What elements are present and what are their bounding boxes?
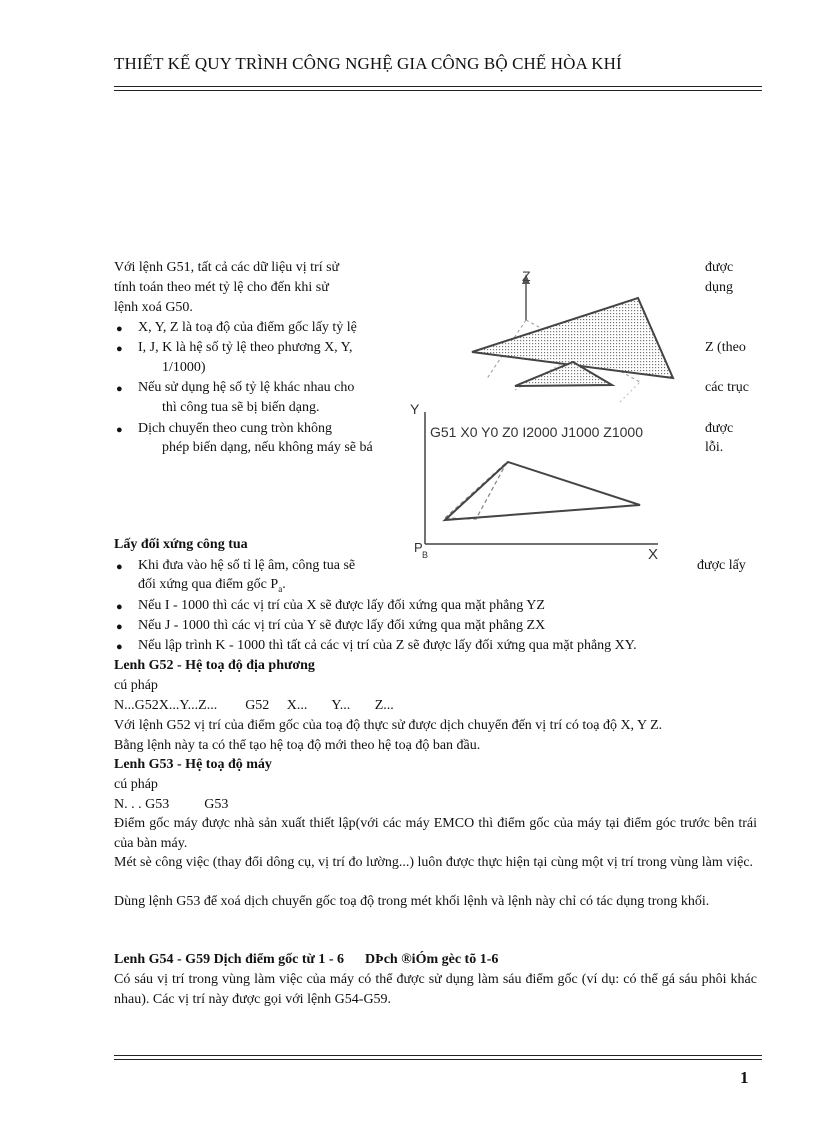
header-rule-top <box>114 86 762 87</box>
scaling-bullet-2-right: Z (theo <box>705 340 746 355</box>
g53-paragraph-2: Mét sè công việc (thay đổi dông cụ, vị trí đo lường...) luôn được thực hiện tại cùng một vị trí trong vùng làm việc. <box>114 855 754 870</box>
bullet-icon: ● <box>116 424 123 436</box>
g52-syntax-label: cú pháp <box>114 678 158 693</box>
z-axis-label: Z <box>522 268 531 284</box>
scaling-bullet-3: Nếu sử dụng hệ số tỷ lệ khác nhau cho <box>138 380 355 395</box>
g53-paragraph-3: Dùng lệnh G53 để xoá dịch chuyển gốc toạ độ trong mét khối lệnh và lệnh này chỉ có tác dụng trong khối. <box>114 894 710 909</box>
scaling-figure <box>400 262 700 568</box>
2d-scaling-diagram <box>410 401 658 563</box>
bullet-icon: ● <box>116 641 123 653</box>
bullet-icon: ● <box>116 561 123 573</box>
g53-heading: Lenh G53 - Hệ toạ độ máy <box>114 757 272 772</box>
axis-guide <box>620 382 640 402</box>
scaling-command: G51 X0 Y0 Z0 I2000 J1000 Z1000 <box>430 424 644 440</box>
mirror-bullet-1-cont: đối xứng qua điểm gốc $P_a$. <box>138 577 286 594</box>
g52-heading: Lenh G52 - Hệ toạ độ địa phương <box>114 658 315 673</box>
bullet-icon: ● <box>116 601 123 613</box>
bullet-icon: ● <box>116 383 123 395</box>
g54-paragraph-1: Có sáu vị trí trong vùng làm việc của máy có thể được sử dụng làm sáu điểm gốc (ví dụ: có thể gá sáu phôi khác nhau). Các vị trí này được gọi với lệnh G54-G59. <box>114 972 757 1007</box>
mirror-bullet-3: Nếu J - 1000 thì các vị trí của Y sẽ được lấy đối xứng qua mặt phẳng ZX <box>138 618 546 633</box>
scaling-intro-line1-right: được <box>705 260 734 275</box>
y-axis-label: Y <box>410 401 420 417</box>
scaling-intro-line2-right: dụng <box>705 280 733 295</box>
3d-scaling-diagram <box>472 268 673 402</box>
mirror-bullet-1: Khi đưa vào hệ số tỉ lệ âm, công tua sẽ <box>138 558 356 573</box>
footer-rule-bottom <box>114 1059 762 1060</box>
scaling-bullet-3-right: các trục <box>705 380 749 395</box>
scaling-intro-line3: lệnh xoá G50. <box>114 300 193 315</box>
header-rule-bottom <box>114 90 762 91</box>
g52-syntax: N...G52X...Y...Z... G52 X... Y... Z... <box>114 698 394 713</box>
scaling-bullet-4-right: được <box>705 421 734 436</box>
footer-rule-top <box>114 1055 762 1056</box>
mirror-bullet-2: Nếu I - 1000 thì các vị trí của X sẽ được lấy đối xứng qua mặt phẳng YZ <box>138 598 545 613</box>
origin-label: P <box>414 540 423 555</box>
mirror-bullet-4: Nếu lập trình K - 1000 thì tất cả các vị trí của Z sẽ được lấy đối xứng qua mặt phẳng XY. <box>138 638 637 653</box>
scaling-intro-line1: Với lệnh G51, tất cả các dữ liệu vị trí sử <box>114 260 340 275</box>
scaling-bullet-4-cont: phép biến dạng, nếu không máy sẽ bá <box>162 440 373 455</box>
page-number: 1 <box>740 1068 749 1087</box>
g53-paragraph-1: Điểm gốc máy được nhà sản xuất thiết lập(với các máy EMCO thì điểm gốc của máy tại điểm góc trước bên trái của bàn máy. <box>114 816 757 851</box>
x-axis-label: X <box>648 546 659 563</box>
scaling-bullet-1: X, Y, Z là toạ độ của điểm gốc lấy tỷ lệ <box>138 320 357 335</box>
mirror-heading: Lấy đối xứng công tua <box>114 537 248 552</box>
scaling-bullet-4-cont-right: lỗi. <box>705 440 724 455</box>
scaling-bullet-3-cont: thì công tua sẽ bị biến dạng. <box>162 400 320 415</box>
scaling-bullet-4: Dịch chuyển theo cung tròn không <box>138 421 333 436</box>
scaling-bullet-2: I, J, K là hệ số tỷ lệ theo phương X, Y, <box>138 340 353 355</box>
scaled-contour <box>445 462 640 520</box>
scaling-bullet-2-cont: 1/1000) <box>162 360 206 375</box>
scaling-intro-line2: tính toán theo mét tỷ lệ cho đến khi sử <box>114 280 329 295</box>
mirror-bullet-1-right: được lấy <box>697 558 746 573</box>
g54-heading: Lenh G54 - G59 Dịch điểm gốc từ 1 - 6 DÞch ®iÓm gèc tõ 1-6 <box>114 952 499 967</box>
bullet-icon: ● <box>116 323 123 335</box>
bullet-icon: ● <box>116 621 123 633</box>
g52-paragraph-2: Bằng lệnh này ta có thể tạo hệ toạ độ mới theo hệ toạ độ ban đầu. <box>114 738 481 753</box>
page-header-title: THIẾT KẾ QUY TRÌNH CÔNG NGHỆ GIA CÔNG BỘ CHẾ HÒA KHÍ <box>114 54 622 73</box>
g52-paragraph-1: Với lệnh G52 vị trí của điểm gốc của toạ độ thực sử được dịch chuyển đến vị trí có toạ độ X, Y Z. <box>114 718 663 733</box>
g53-syntax: N. . . G53 G53 <box>114 797 229 812</box>
g53-syntax-label: cú pháp <box>114 777 158 792</box>
bullet-icon: ● <box>116 343 123 355</box>
origin-subscript: B <box>422 550 429 560</box>
